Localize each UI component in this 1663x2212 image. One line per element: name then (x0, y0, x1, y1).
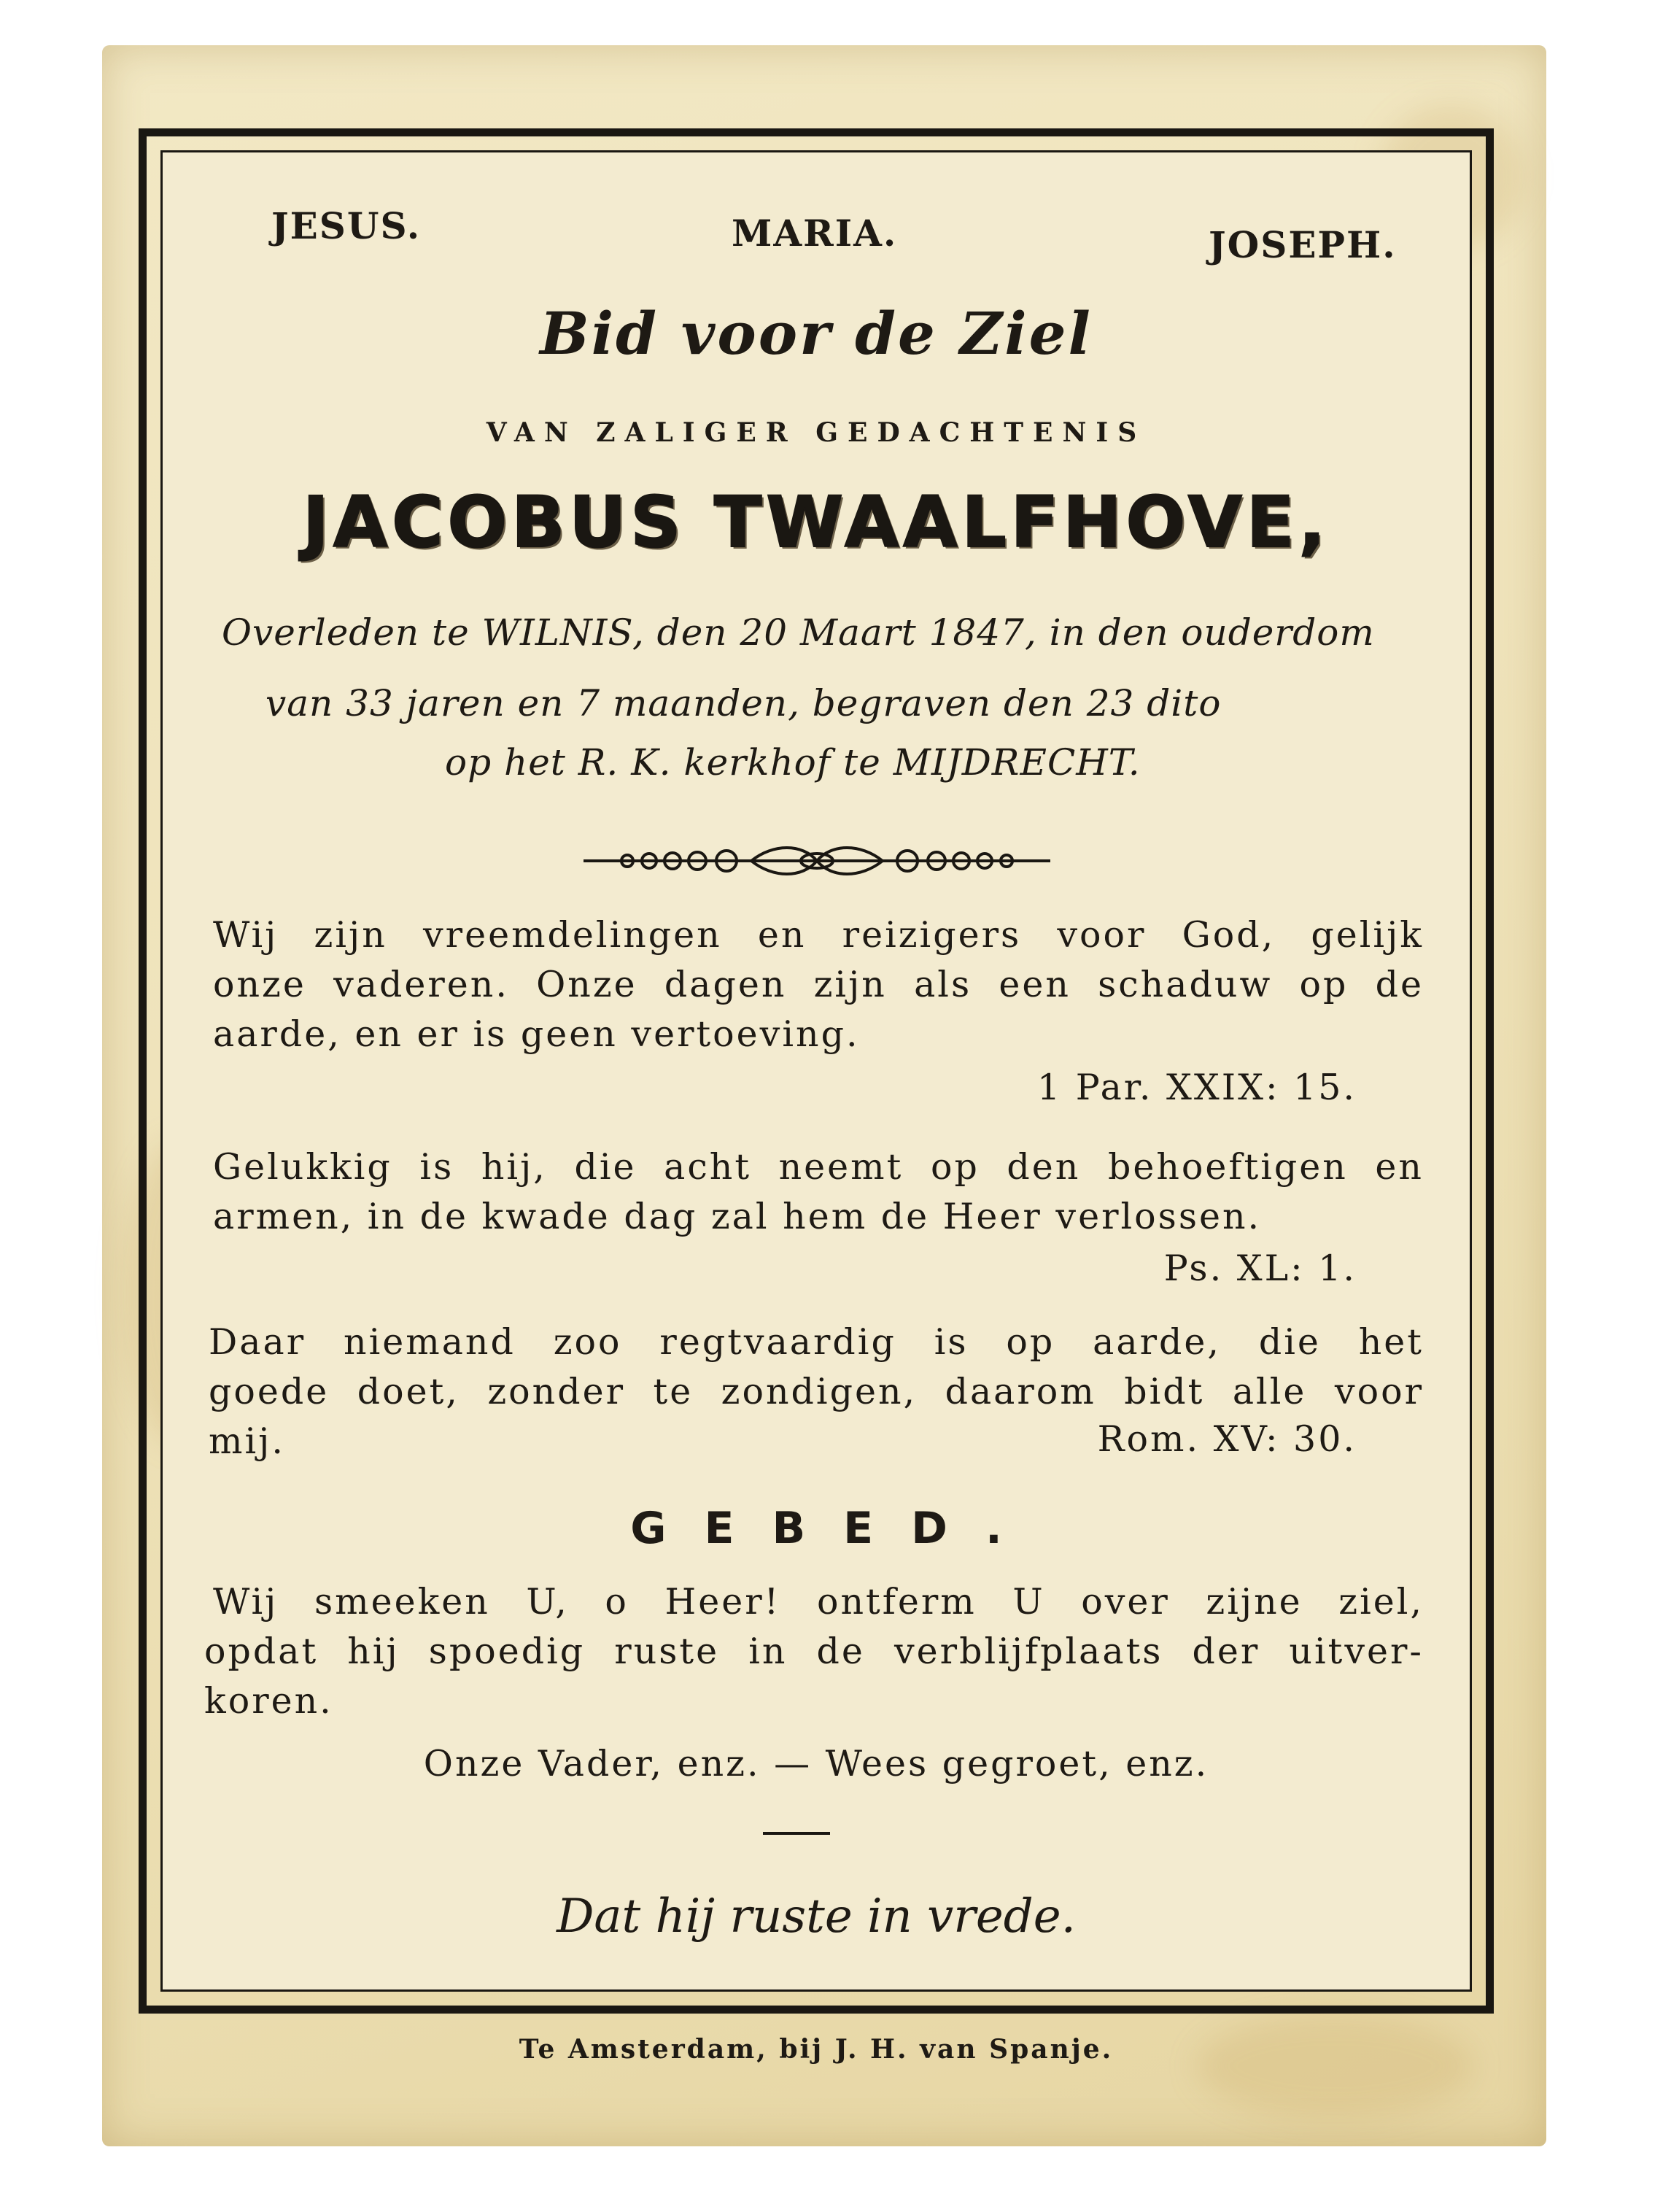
verse2-line-2: armen, in de kwade dag zal hem de Heer verlossen. (213, 1196, 1262, 1237)
prayer-line-2: opdat hij spoedig ruste in de verblijfplaats der uitver- (204, 1631, 1424, 1672)
details-line-3: op het R. K. kerkhof te MIJDRECHT. (445, 741, 1141, 784)
divider-ornament-icon (584, 839, 1050, 883)
header-jesus: JESUS. (271, 204, 422, 247)
header-joseph: JOSEPH. (1209, 223, 1397, 266)
details-line-2: van 33 jaren en 7 maanden, begraven den 23 dito (265, 682, 1222, 724)
verse3-line-1: Daar niemand zoo regtvaardig is op aarde, die het (209, 1321, 1424, 1363)
verse2-line-1: Gelukkig is hij, die acht neemt op den behoeftigen en (213, 1146, 1424, 1188)
prayer-line-3: koren. (204, 1680, 333, 1722)
verse1-line-2: onze vaderen. Onze dagen zijn als een schaduw op de (213, 964, 1424, 1005)
deceased-name: JACOBUS TWAALFHOVE, (303, 482, 1330, 563)
verse1-reference: 1 Par. XXIX: 15. (1037, 1067, 1357, 1108)
verse1-line-1: Wij zijn vreemdelingen en reizigers voor God, gelijk (213, 914, 1424, 956)
subtitle: VAN ZALIGER GEDACHTENIS (486, 417, 1147, 448)
verse3-line-2: goede doet, zonder te zondigen, daarom bidt alle voor (209, 1371, 1424, 1412)
prayer-line-4: Onze Vader, enz. — Wees gegroet, enz. (423, 1743, 1209, 1784)
prayer-heading: GEBED. (630, 1503, 1040, 1554)
verse1-line-3: aarde, en er is geen vertoeving. (213, 1013, 860, 1055)
details-line-1: Overleden te WILNIS, den 20 Maart 1847, in den ouderdom (222, 611, 1375, 654)
verse3-line-3: mij. (209, 1420, 285, 1462)
header-maria: MARIA. (732, 212, 898, 255)
invocation-title: Bid voor de Ziel (540, 299, 1093, 368)
closing-line: Dat hij ruste in vrede. (557, 1890, 1076, 1944)
verse3-reference: Rom. XV: 30. (1097, 1418, 1357, 1460)
verse2-reference: Ps. XL: 1. (1163, 1248, 1357, 1289)
short-rule (763, 1832, 830, 1835)
printer-imprint: Te Amsterdam, bij J. H. van Spanje. (519, 2034, 1114, 2065)
prayer-line-1: Wij smeeken U, o Heer! ontferm U over zijne ziel, (213, 1581, 1424, 1623)
